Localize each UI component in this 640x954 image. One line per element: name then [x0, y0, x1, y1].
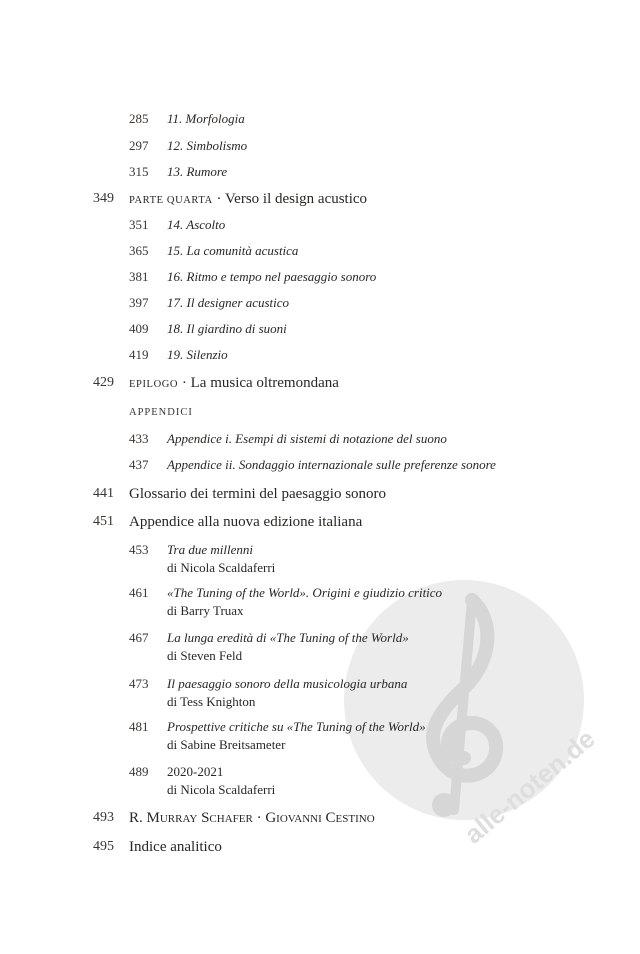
essay-title: 2020-2021	[167, 764, 224, 779]
page-number: 441	[93, 486, 114, 501]
essay-author: di Sabine Breitsameter	[167, 737, 286, 752]
page-number: 495	[93, 839, 114, 854]
page-number: 461	[129, 585, 149, 600]
entry-title: Glossario dei termini del paesaggio sonoro	[129, 486, 387, 502]
entry-title: 16. Ritmo e tempo nel paesaggio sonoro	[167, 269, 377, 284]
page-number: 315	[129, 164, 149, 179]
page-number: 453	[129, 542, 149, 557]
essay-title: «The Tuning of the World». Origini e giudizio critico	[167, 585, 443, 600]
page-number: 489	[129, 764, 149, 779]
essay-author: di Steven Feld	[167, 648, 243, 663]
part-label: PARTE QUARTA	[129, 195, 213, 206]
part-title: PARTE QUARTA · Verso il design acustico	[129, 191, 368, 207]
entry-title: Appendice alla nuova edizione italiana	[129, 514, 363, 530]
entry-title: Appendice ii. Sondaggio internazionale sulle preferenze sonore	[167, 457, 496, 472]
entry-title: 12. Simbolismo	[167, 138, 248, 153]
essay-author: di Nicola Scaldaferri	[167, 782, 276, 797]
page-number: 349	[93, 191, 114, 206]
page-number: 429	[93, 375, 114, 390]
essay-author: di Nicola Scaldaferri	[167, 560, 276, 575]
page-number: 381	[129, 269, 149, 284]
section-header: APPENDICI	[129, 407, 193, 418]
essay-title: Prospettive critiche su «The Tuning of the World»	[167, 719, 426, 734]
page-number: 437	[129, 457, 149, 472]
essay-author: di Tess Knighton	[167, 694, 256, 709]
page-number: 285	[129, 111, 149, 126]
part-name: La musica oltremondana	[190, 375, 339, 391]
page-number: 365	[129, 243, 149, 258]
page-number: 451	[93, 514, 114, 529]
entry-title: 19. Silenzio	[167, 347, 228, 362]
page-number: 467	[129, 630, 149, 645]
page-number: 473	[129, 676, 149, 691]
part-label: EPILOGO	[129, 379, 179, 390]
entry-title: 17. Il designer acustico	[167, 295, 290, 310]
part-title: EPILOGO · La musica oltremondana	[129, 375, 339, 391]
entry-title: R. Murray Schafer · Giovanni Cestino	[129, 810, 375, 826]
essay-title: La lunga eredità di «The Tuning of the World»	[167, 630, 409, 645]
essay-author: di Barry Truax	[167, 603, 244, 618]
page-number: 433	[129, 431, 149, 446]
page-number: 351	[129, 217, 149, 232]
entry-title: 18. Il giardino di suoni	[167, 321, 287, 336]
page-number: 409	[129, 321, 149, 336]
page-number: 493	[93, 810, 114, 825]
entry-title: 13. Rumore	[167, 164, 228, 179]
entry-title: Appendice i. Esempi di sistemi di notazione del suono	[167, 431, 447, 446]
essay-title: Tra due millenni	[167, 542, 253, 557]
essay-title: Il paesaggio sonoro della musicologia urbana	[167, 676, 408, 691]
entry-title: 11. Morfologia	[167, 111, 245, 126]
page-number: 481	[129, 719, 149, 734]
entry-title: Indice analitico	[129, 839, 222, 855]
part-name: Verso il design acustico	[225, 191, 368, 207]
page-number: 397	[129, 295, 149, 310]
page-number: 297	[129, 138, 149, 153]
watermark-text: alle-noten.de	[458, 723, 601, 850]
page-number: 419	[129, 347, 149, 362]
entry-title: 15. La comunità acustica	[167, 243, 299, 258]
entry-title: 14. Ascolto	[167, 217, 226, 232]
